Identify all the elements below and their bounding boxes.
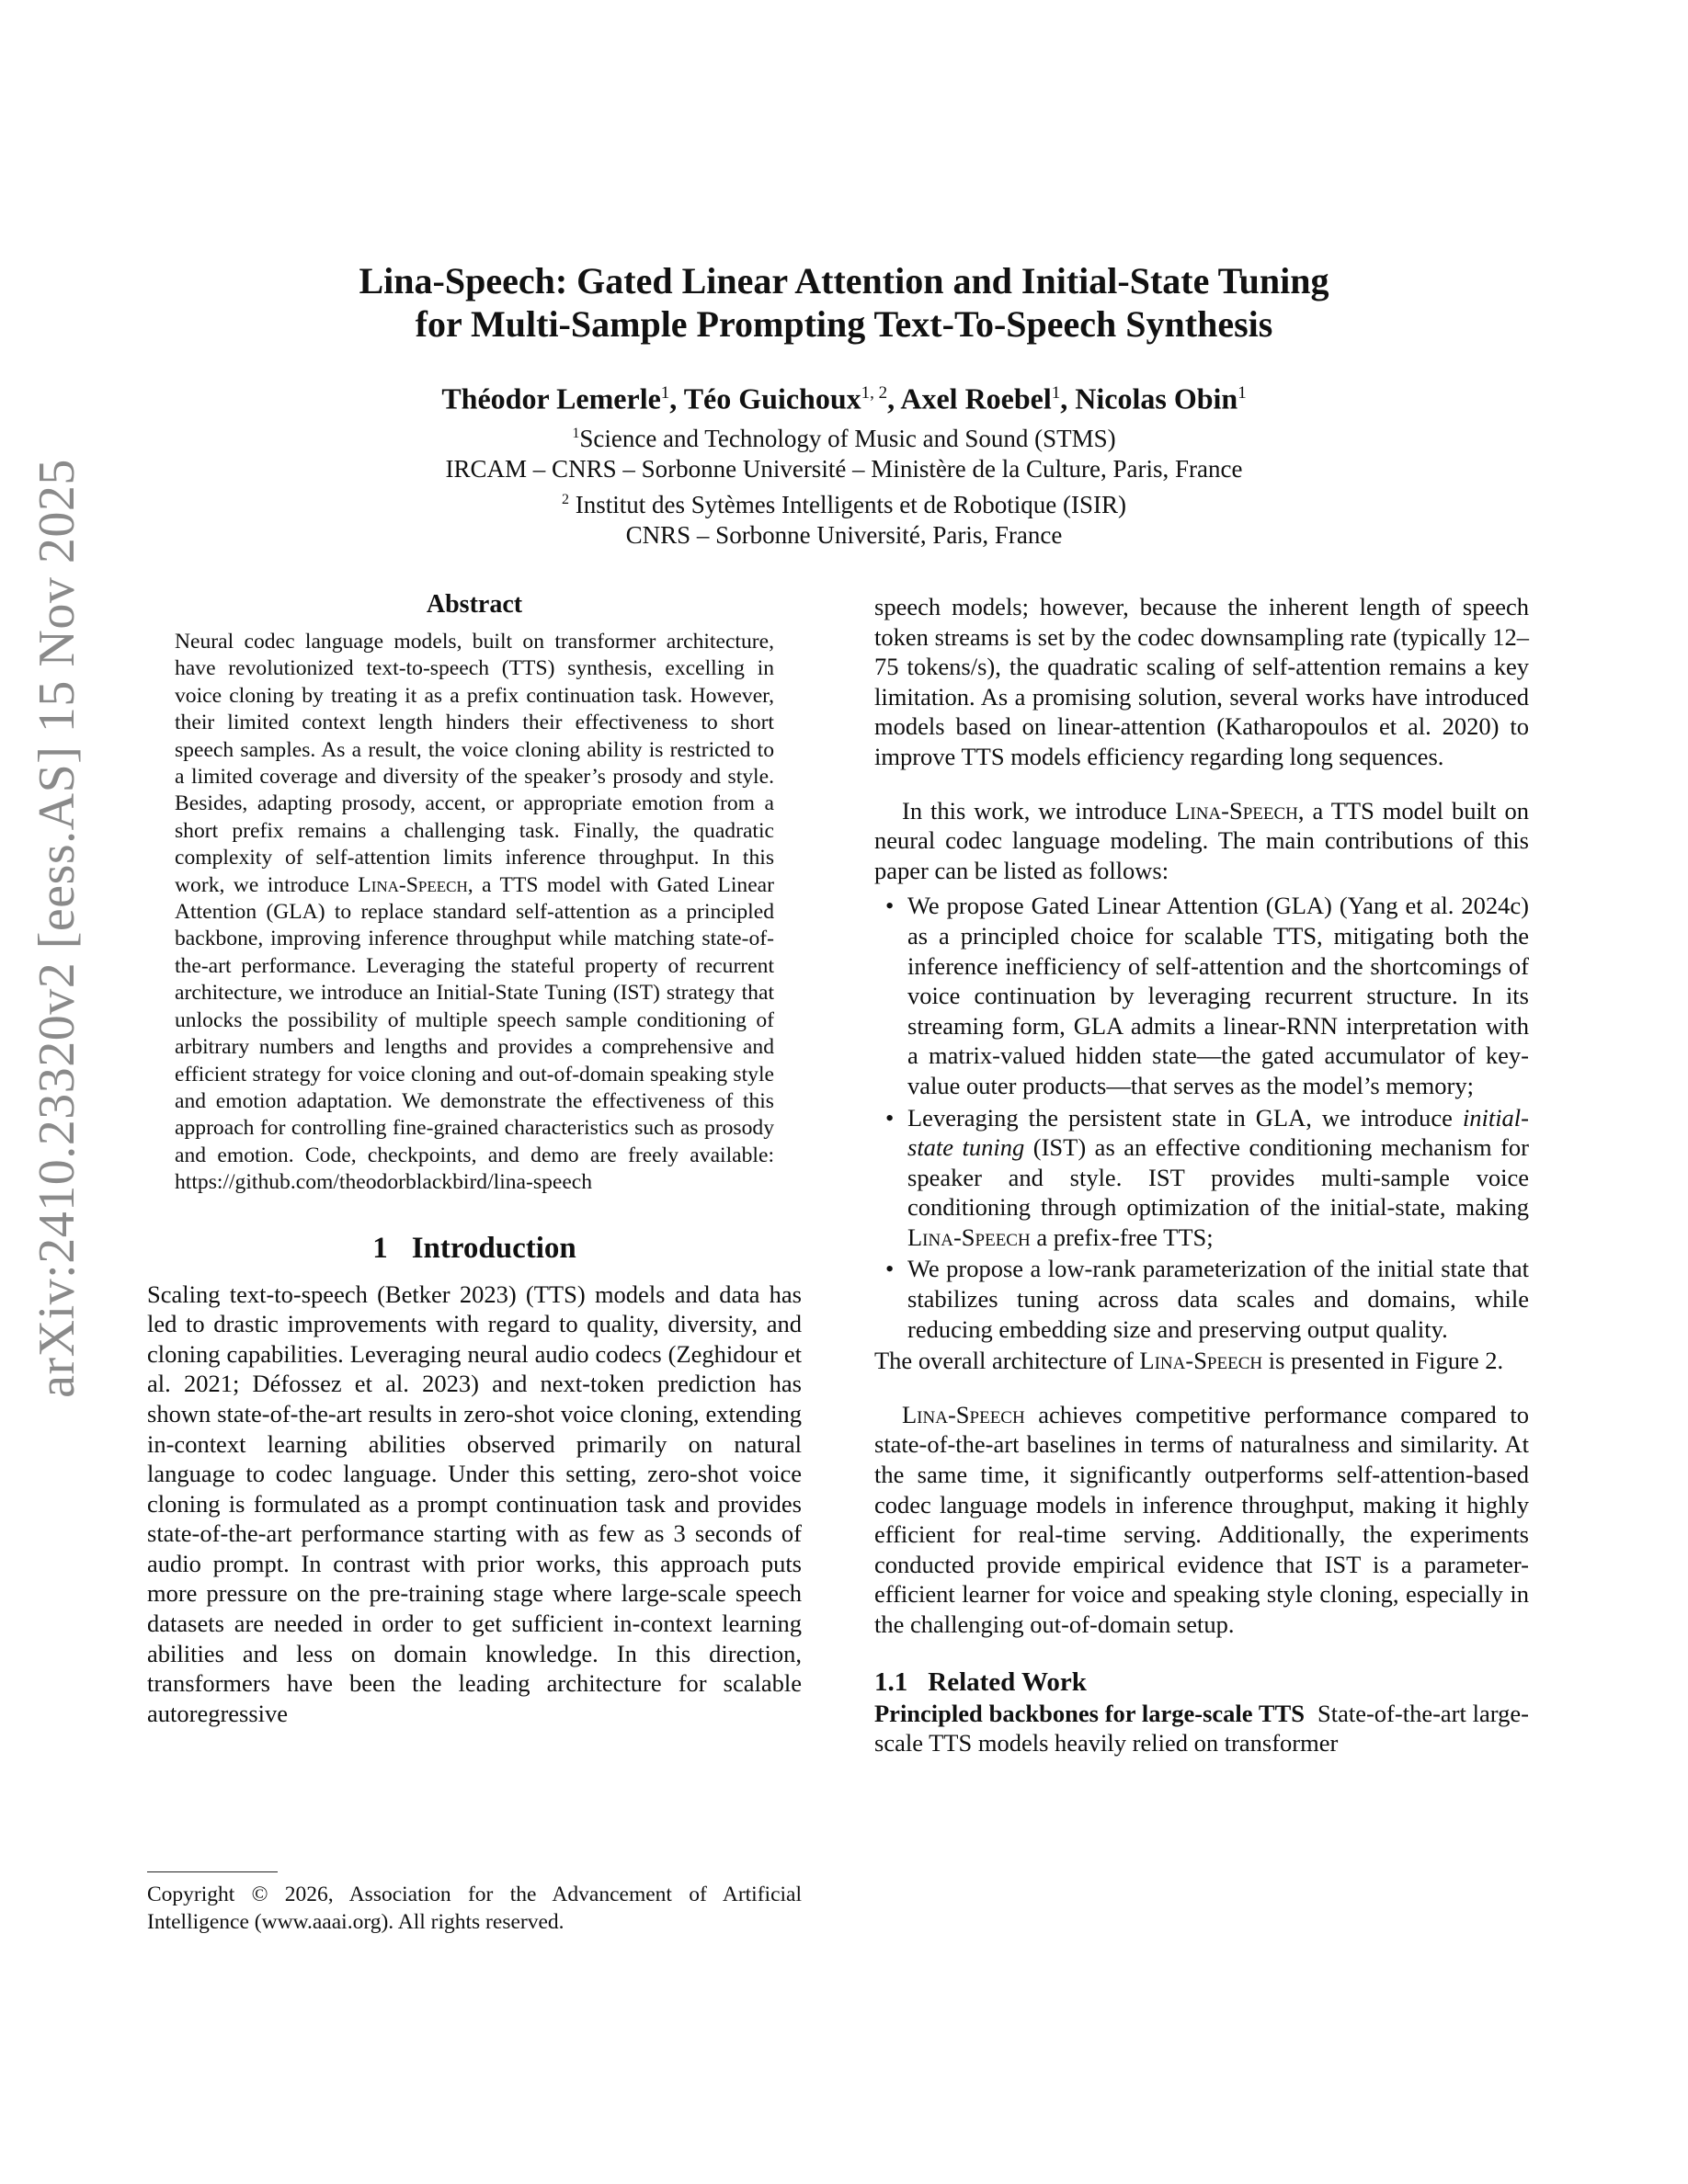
list-item xyxy=(874,891,1529,1100)
affiliation-1-line-2: IRCAM – CNRS – Sorbonne Université – Ministère de la Culture, Paris, France xyxy=(445,455,1243,483)
right-column xyxy=(874,592,1529,1758)
affil-sup: 1 xyxy=(572,426,580,441)
left-column xyxy=(147,588,802,1728)
abstract-text-1: Neural codec language models, built on transformer architecture, have revolutionized text-to-speech (TTS) synthesis, excelling in voice cloning by treating it as a prefix continuation task. However, their limited context length hinders their effectiveness to short speech samples. As a result, the voice cloning ability is restricted to a limited coverage and diversity of the speaker’s prosody and style. Besides, adapting prosody, accent, or appropriate emotion from a short prefix remains a challenging task. Finally, the quadratic complexity of self-attention limits inference throughput. In this work, we introduce xyxy=(175,630,774,897)
title-line-1: Lina-Speech: Gated Linear Attention and Initial-State Tuning xyxy=(359,260,1329,301)
author-affil-sup: 1 xyxy=(1051,383,1061,403)
abstract-heading: Abstract xyxy=(426,590,523,619)
bullet-icon: • xyxy=(885,892,895,920)
paper-title xyxy=(0,259,1688,346)
subsection-title: Related Work xyxy=(928,1666,1087,1697)
affiliation-1-line-1 xyxy=(0,418,1688,454)
intro-paragraph-4 xyxy=(874,1400,1529,1640)
list-item xyxy=(874,1254,1529,1344)
abstract-body xyxy=(175,629,774,1197)
title-line-2: for Multi-Sample Prompting Text-To-Speech Synthesis xyxy=(415,303,1273,345)
section-title: Introduction xyxy=(411,1231,576,1265)
subsection-number: 1.1 xyxy=(874,1666,908,1697)
intro-paragraph-1: Scaling text-to-speech (Betker 2023) (TTS) models and data has led to drastic improvements with regard to quality, diversity, and cloning capabilities. Leveraging neural audio codecs (Zeghidour et al. 2021; Défossez et al. 2023) and next-token prediction has shown state-of-the-art results in zero-shot voice cloning, extending in-context learning abilities observed primarily on natural language to codec language. Under this setting, zero-shot voice cloning is formulated as a prompt continuation task and provides state-of-the-art performance starting with as few as 3 seconds of audio prompt. In contrast with prior works, this approach puts more pressure on the pre-training stage where large-scale speech datasets are needed in order to get sufficient in-context learning abilities and less on domain knowledge. In this direction, transformers have been the leading architecture for scalable autoregressive xyxy=(147,1280,802,1727)
list-item-text: We propose a low-rank parameterization of the initial state that stabilizes tuning across data scales and domains, while reducing embedding size and preserving output quality. xyxy=(907,1255,1529,1343)
text: , a TTS model built on neural codec language modeling. The main contributions of this paper can be listed as follows: xyxy=(874,796,1529,884)
list-item xyxy=(874,1103,1529,1253)
list-item-text: a prefix-free TTS; xyxy=(1030,1223,1214,1251)
text: In this work, we introduce xyxy=(902,796,1176,825)
model-name: Lina-Speech xyxy=(907,1223,1031,1251)
list-item-text: We propose Gated Linear Attention (GLA) (Yang et al. 2024c) as a principled choice for scalable TTS, mitigating both the inference inefficiency of self-attention and the shortcomings of voice continuation by leveraging recurrent structure. In its streaming form, GLA admits a linear-RNN interpretation with a matrix-valued hidden state—the gated accumulator of key-value outer products—that serves as the model’s memory; xyxy=(907,892,1529,1099)
intro-paragraph-1-continued: speech models; however, because the inherent length of speech token streams is set by the codec downsampling rate (typically 12–75 tokens/s), the quadratic scaling of self-attention remains a key limitation. As a promising solution, several works have introduced models based on linear-attention (Katharopoulos et al. 2020) to improve TTS models efficiency regarding long sequences. xyxy=(874,593,1529,770)
affil-text: Institut des Sytèmes Intelligents et de Robotique (ISIR) xyxy=(569,491,1126,518)
author-name: Nicolas Obin xyxy=(1075,381,1238,415)
section-heading-introduction xyxy=(147,1230,802,1267)
affiliation-2-line-1 xyxy=(0,484,1688,520)
intro-paragraph-2 xyxy=(874,796,1529,886)
text: achieves competitive performance compared to state-of-the-art baselines in terms of naturalness and similarity. At the same time, it significantly outperforms self-attention-based codec language models in inference throughput, making it highly efficient for real-time serving. Additionally, the experiments conducted provide empirical evidence that IST is a parameter-efficient learner for voice and speaking style cloning, especially in the challenging out-of-domain setup. xyxy=(874,1400,1529,1638)
list-item-text: Leveraging the persistent state in GLA, we introduce xyxy=(907,1103,1463,1132)
affiliations xyxy=(0,418,1688,551)
emphasis-text: initial-state tuning xyxy=(907,1103,1529,1162)
section-number: 1 xyxy=(372,1231,388,1265)
copyright-footnote: Copyright © 2026, Association for the Advancement of Artificial Intelligence (www.aaai.org). All rights reserved. xyxy=(147,1883,802,1934)
author-list: Théodor Lemerle$^1$, Téo Guichoux$^{1, 2}$, Axel Roebel$^1$, Nicolas Obin$^1$ xyxy=(441,381,1247,415)
model-name: Lina-Speech xyxy=(358,872,468,897)
contributions-list xyxy=(874,891,1529,1344)
model-name: Lina-Speech xyxy=(1175,796,1298,825)
subsection-heading-related-work xyxy=(874,1666,1529,1699)
text: The overall architecture of xyxy=(874,1347,1140,1375)
text: is presented in Figure 2. xyxy=(1262,1347,1504,1375)
model-name: Lina-Speech xyxy=(1139,1347,1263,1375)
intro-paragraph-3 xyxy=(874,1346,1529,1376)
abstract-text-2: , a TTS model with Gated Linear Attention (GLA) to replace standard self-attention as a principled backbone, improving inference throughput while matching state-of-the-art performance. Leveraging the stateful property of recurrent architecture, we introduce an Initial-State Tuning (IST) strategy that unlocks the possibility of multiple speech sample conditioning of arbitrary numbers and lengths and provides a comprehensive and efficient strategy for voice cloning and out-of-domain speaking style and emotion adaptation. We demonstrate the effectiveness of this approach for controlling fine-grained characteristics such as prosody and emotion. Code, checkpoints, and demo are freely available: https://github.com/theodorblackbird/lina-speech xyxy=(175,872,774,1195)
footnote-rule xyxy=(147,1871,278,1872)
arxiv-identifier: arXiv:2410.23320v2 [eess.AS] 15 Nov 2025 xyxy=(29,459,86,1398)
run-in-heading: Principled backbones for large-scale TTS xyxy=(874,1699,1305,1727)
author-affil-sup: 1 xyxy=(660,383,670,403)
bullet-icon: • xyxy=(885,1103,895,1132)
model-name: Lina-Speech xyxy=(902,1400,1025,1428)
text: State-of-the-art large-scale TTS models heavily relied on transformer xyxy=(874,1699,1529,1757)
bullet-icon: • xyxy=(885,1255,895,1283)
affil-sup: 2 xyxy=(562,492,570,507)
author-name: Théodor Lemerle xyxy=(441,381,661,415)
author-name: Axel Roebel xyxy=(900,381,1052,415)
list-item-text: (IST) as an effective conditioning mechanism for speaker and style. IST provides multi-sample voice conditioning through optimization of the initial-state, making xyxy=(907,1133,1529,1222)
affil-text: Science and Technology of Music and Sound (STMS) xyxy=(579,425,1116,452)
author-name: Téo Guichoux xyxy=(683,381,861,415)
author-affil-sup: 1, 2 xyxy=(861,383,888,403)
related-work-paragraph xyxy=(874,1699,1529,1758)
affiliation-2-line-2: CNRS – Sorbonne Université, Paris, France xyxy=(625,521,1063,549)
author-affil-sup: 1 xyxy=(1237,383,1247,403)
